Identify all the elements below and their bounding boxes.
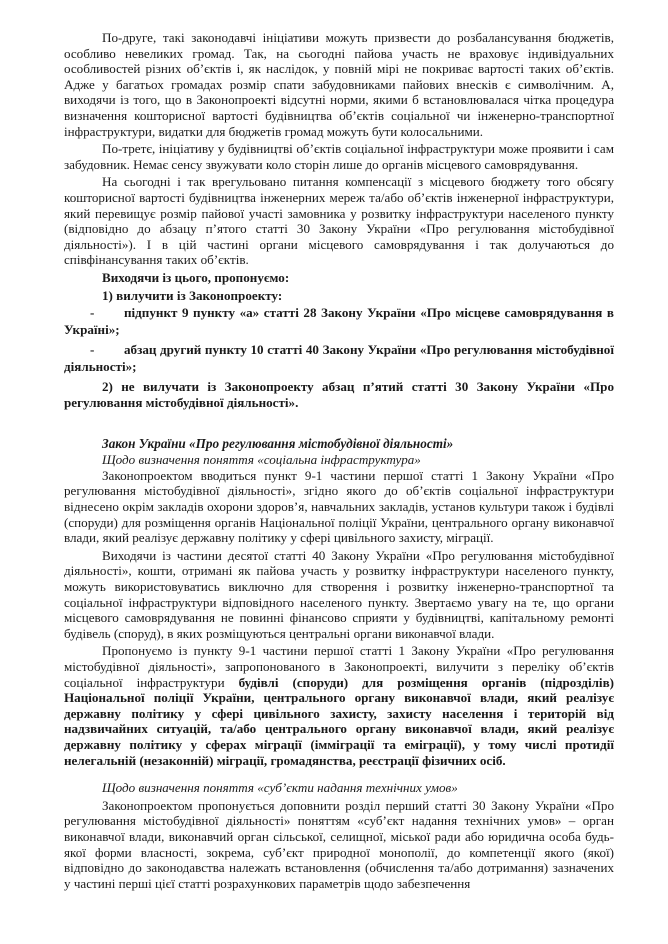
subheading-social-infrastructure: Щодо визначення поняття «соціальна інфраструктура» xyxy=(102,452,421,468)
bullet-item-2-text: абзац другий пункту 10 статті 40 Закону України «Про регулювання містобудівної діяльності»; xyxy=(64,342,614,374)
paragraph-proposal-exclude xyxy=(64,643,614,768)
bullet-item-1 xyxy=(64,305,614,338)
paragraph-proposal-1: 1) вилучити із Законопроекту: xyxy=(102,287,283,303)
paragraph-technical-conditions: Законопроектом пропонується доповнити розділ перший статті 30 Закону України «Про регулювання містобудівної діяльності» поняттям «суб’єкт надання технічних умов» – орган виконавчої влади, виконавчий орган сільської, селищної, міської ради або юридична особа будь-якої форми власності, зокрема, суб’єкт природної монополії, до компетенції якого (якої) відповідно до законодавства належать встановлення (обчислення та/або дотримання) зазначених у частині перші цієї статті розрахункових параметрів щодо забезпечення xyxy=(64,797,614,891)
paragraph-proposal-2: 2) не вилучати із Законопроекту абзац п’ятий статті 30 Закону України «Про регулювання містобудівної діяльності». xyxy=(64,379,614,410)
paragraph-compensation: На сьогодні і так врегульовано питання компенсації з місцевого бюджету того обсягу кошторисної вартості будівництва інженерних мереж та/або об’єктів інженерної інфраструктури, який перевищує розмір пайової участі замовника у розвитку інфраструктури населеного пункту (відповідно до абзацу п’ятого статті 30 Закону України «Про регулювання містобудівної діяльності»). І в цій частині органи місцевого самоврядування і так долучаються до співфінансування таких об’єктів. xyxy=(64,174,614,268)
bullet-item-1-text: підпункт 9 пункту «а» статті 28 Закону України «Про місцеве самоврядування в Україні»; xyxy=(64,305,614,337)
paragraph-developer-initiative: По-третє, ініціативу у будівництві об’єктів соціальної інфраструктури може проявити і сам забудовник. Немає сенсу звужувати коло сторін лише до органів місцевого самоврядування. xyxy=(64,141,614,172)
bullet-dash: - xyxy=(90,342,95,358)
bullet-dash: - xyxy=(90,305,95,321)
paragraph-proposal-intro: Виходячи із цього, пропонуємо: xyxy=(102,269,290,285)
subheading-technical-conditions: Щодо визначення поняття «суб’єкти надання технічних умов» xyxy=(102,780,458,796)
proposal-exclude-bold-text: будівлі (споруди) для розміщення органів (підрозділів) Національної поліції України, центрального органу виконавчої влади, який реалізує державну політику у сфері цивільного захисту, захисту населення і територій від надзвичайних ситуацій, та/або центрального органу виконавчої влади, який реалізує державну політику у сферах міграції (імміграції та еміграції), у тому числі протидії нелегальній (незаконній) міграції, громадянства, реєстрації фізичних осіб. xyxy=(64,674,614,768)
paragraph-item-9-1: Законопроектом вводиться пункт 9-1 частини першої статті 1 Закону України «Про регулювання містобудівної діяльності», згідно якого до об’єктів соціальної інфраструктури віднесено окрім закладів охорони здоров’я, навчальних закладів, установ культури також і будівлі (споруди) для розміщення органів Національної поліції України, центрального органу виконавчої влади, який реалізує державну політику у сфері цивільного захисту, міграції. xyxy=(64,467,614,546)
paragraph-budget-imbalance: По-друге, такі законодавчі ініціативи можуть призвести до розбалансування бюджетів, особливо невеликих громад. Так, на сьогодні пайова участь не враховує індивідуальних особливостей різних об’єктів і, як наслідок, у повній мірі не покриває вартості таких об’єктів. Адже у багатьох громадах розмір спати забудовниками пайових внесків є символічним. А, виходячи із того, що в Законопроекті відсутні норми, якими б встановлювалася чітка процедура визначення кошторисної вартості будівництва об’єктів соціальної чи інженерно-транспортної інфраструктури, видатки для бюджетів громад можуть бути колосальними. xyxy=(64,30,614,139)
paragraph-article-40: Виходячи із частини десятої статті 40 Закону України «Про регулювання містобудівної діяльності», кошти, отримані як пайова участь у розвитку інфраструктури населеного пункту, можуть використовуватись виключно для створення і розвитку інженерно-транспортної та соціальної інфраструктури відповідного населеного пункту. Звертаємо увагу на те, що органи місцевого самоврядування не повинні фінансово сприяти у будівництві, капітальному ремонті будівель (споруд), в яких розміщуються центральні органи виконавчої влади. xyxy=(64,547,614,641)
bullet-item-2 xyxy=(64,342,614,375)
proposal-exclude-text: Пропонуємо із пункту 9-1 частини першої статті 1 Закону України «Про регулювання містобудівної діяльності», запропонованого в Законопроекті, вилучити з переліку об’єктів соціальної інфраструктури xyxy=(64,643,614,690)
law-section-title: Закон України «Про регулювання містобудівної діяльності» xyxy=(102,436,454,452)
